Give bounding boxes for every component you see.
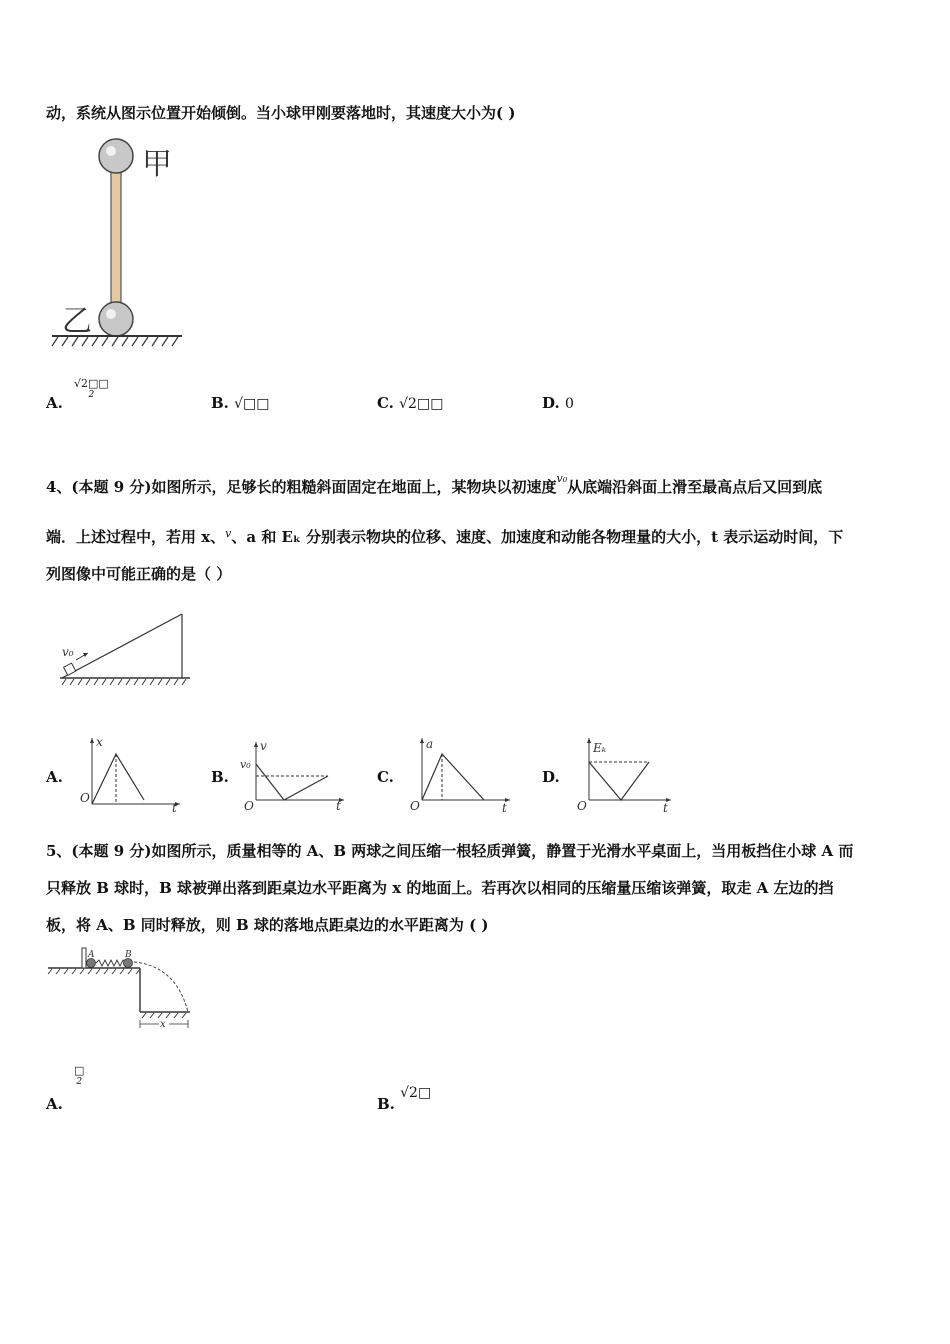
q4-option-a[interactable]: A. bbox=[46, 768, 63, 786]
svg-text:x: x bbox=[160, 1019, 166, 1030]
q3-option-c[interactable]: C. √2□□ bbox=[377, 394, 444, 412]
q4-graph-c bbox=[408, 732, 516, 814]
q5-option-a[interactable]: A. bbox=[46, 1095, 63, 1113]
svg-text:A: A bbox=[88, 950, 95, 960]
svg-text:B: B bbox=[125, 950, 132, 960]
q4-graph-d bbox=[575, 734, 677, 814]
svg-text:t: t bbox=[336, 799, 341, 813]
svg-text:v₀: v₀ bbox=[240, 758, 251, 771]
q5-line-3: 板，将 A、B 同时释放，则 B 球的落地点距桌边的水平距离为 ( ) bbox=[46, 916, 489, 934]
q4-line-3: 列图像中可能正确的是（ ） bbox=[46, 565, 232, 583]
q4-graph-b bbox=[238, 738, 350, 816]
svg-text:Eₖ: Eₖ bbox=[593, 741, 607, 755]
q3-option-a-fraction: √2□□ 2 bbox=[74, 377, 109, 400]
q3-option-d[interactable]: D. 0 bbox=[542, 394, 574, 412]
label-yi: 乙 bbox=[62, 304, 92, 339]
incline-v0-label: v₀ bbox=[62, 645, 74, 659]
q5-option-a-fraction: □ 2 bbox=[74, 1064, 85, 1087]
q5-line-2: 只释放 B 球时，B 球被弹出落到距桌边水平距离为 x 的地面上。若再次以相同的压缩量压缩该弹簧，取走 A 左边的挡 bbox=[46, 879, 834, 897]
q4-option-c[interactable]: C. bbox=[377, 768, 394, 786]
q4-option-b[interactable]: B. bbox=[211, 768, 229, 786]
q5-line-1: 5、(本题 9 分)如图所示，质量相等的 A、B 两球之间压缩一根轻质弹簧，静置于光滑水平桌面上，当用板挡住小球 A 而 bbox=[46, 842, 854, 860]
v0-symbol: v₀ bbox=[556, 472, 568, 485]
svg-text:t: t bbox=[663, 801, 668, 814]
q3-text: 动，系统从图示位置开始倾倒。当小球甲刚要落地时，其速度大小为( ) bbox=[46, 104, 516, 122]
q3-option-a[interactable]: A. bbox=[46, 394, 63, 412]
svg-text:O: O bbox=[244, 799, 254, 813]
q3-figure-rod-balls bbox=[48, 136, 208, 356]
q3-option-b[interactable]: B. √□□ bbox=[211, 394, 270, 412]
svg-text:v: v bbox=[260, 739, 267, 753]
q4-incline-figure bbox=[58, 608, 198, 690]
v-symbol: v bbox=[225, 527, 232, 540]
svg-text:t: t bbox=[172, 801, 177, 812]
svg-text:O: O bbox=[577, 799, 587, 813]
q4-line-2: 端．上述过程中，若用 x、$^v$、a 和 Eₖ 分别表示物块的位移、速度、加速度和动能各物理量的大小，t 表示运动时间，下 bbox=[46, 527, 844, 546]
svg-text:x: x bbox=[96, 735, 103, 749]
svg-text:a: a bbox=[426, 737, 434, 751]
q4-graph-a bbox=[80, 732, 185, 812]
label-jia: 甲 bbox=[142, 147, 172, 182]
svg-text:O: O bbox=[80, 791, 90, 805]
q4-line-1: 4、(本题 9 分)如图所示，足够长的粗糙斜面固定在地面上，某物块以初速度$^{v_0}$从底端沿斜面上滑至最高点后又回到底 bbox=[46, 472, 823, 496]
q5-table-spring-figure bbox=[46, 944, 206, 1036]
svg-text:O: O bbox=[410, 799, 420, 813]
svg-text:t: t bbox=[502, 801, 507, 814]
q4-option-d[interactable]: D. bbox=[542, 768, 560, 786]
q5-option-b[interactable]: B. √2□ bbox=[377, 1085, 432, 1113]
